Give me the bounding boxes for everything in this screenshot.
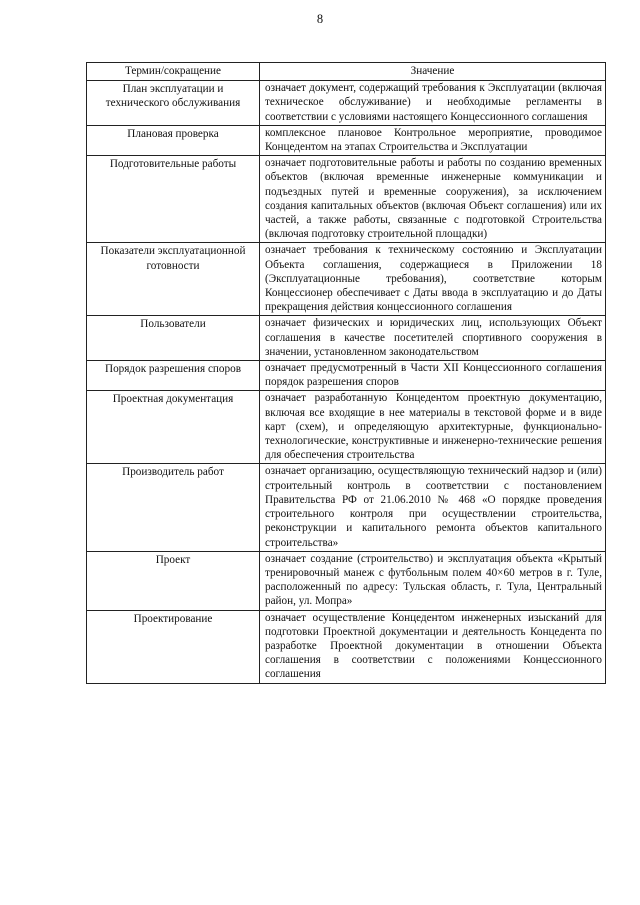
definition-cell: означает документ, содержащий требования к Эксплуатации (включая техническое обслуживание) и необходимые регламенты в соответствии с условиями настоящего Концессионного соглашения — [260, 81, 606, 126]
table-row — [87, 391, 606, 464]
term-cell: Плановая проверка — [87, 125, 260, 155]
page-number: 8 — [316, 12, 324, 26]
term-cell: Пользователи — [87, 316, 260, 361]
table-row — [87, 464, 606, 551]
table-row — [87, 361, 606, 391]
table-row — [87, 156, 606, 243]
term-cell: Подготовительные работы — [87, 156, 260, 243]
definition-cell: означает создание (строительство) и эксплуатация объекта «Крытый тренировочный манеж с футбольным полем 40×60 метров в г. Туле, расположенный по адресу: Тульская область, г. Тула, Центральный район, ул. Мопра» — [260, 551, 606, 610]
term-cell: Проект — [87, 551, 260, 610]
table-row — [87, 81, 606, 126]
term-cell: Производитель работ — [87, 464, 260, 551]
definition-cell: означает организацию, осуществляющую технический надзор и (или) строительный контроль в соответствии с постановлением Правительства РФ от 21.06.2010 № 468 «О порядке проведения строительного контроля при осуществлении строительства, реконструкции и капитального ремонта объектов капитального строительства» — [260, 464, 606, 551]
table-row — [87, 316, 606, 361]
terms-table — [86, 62, 606, 684]
table-row — [87, 243, 606, 316]
definition-cell: означает предусмотренный в Части XII Концессионного соглашения порядок разрешения споров — [260, 361, 606, 391]
term-cell: Проектирование — [87, 610, 260, 683]
definition-cell: означает физических и юридических лиц, использующих Объект соглашения в качестве посетителей спортивного сооружения в значении, установленном законодательством — [260, 316, 606, 361]
column-header-term: Термин/сокращение — [87, 63, 260, 81]
definition-cell: означает подготовительные работы и работы по созданию временных объектов (включая временные инженерные коммуникации и подъездных путей и временные сооружения), за исключением создания капитальных объектов (включая Объект соглашения) или их частей, а также работы, связанные с подготовкой Строительства (включая подготовку строительной площадки) — [260, 156, 606, 243]
table-row — [87, 551, 606, 610]
table-header-row — [87, 63, 606, 81]
definition-cell: означает требования к техническому состоянию и Эксплуатации Объекта соглашения, содержащиеся в Приложении 18 (Эксплуатационные требования), соответствие которым Концессионер обеспечивает с Даты ввода в эксплуатацию и до Даты прекращения действия концессионного соглашения — [260, 243, 606, 316]
definition-cell: означает осуществление Концедентом инженерных изысканий для подготовки Проектной документации и деятельность Концедента по разработке Проектной документации в отношении Объекта соглашения в соответствии с положениями Концессионного соглашения — [260, 610, 606, 683]
term-cell: Показатели эксплуатационной готовности — [87, 243, 260, 316]
term-cell: Порядок разрешения споров — [87, 361, 260, 391]
table-row — [87, 125, 606, 155]
term-cell: План эксплуатации и технического обслуживания — [87, 81, 260, 126]
term-cell: Проектная документация — [87, 391, 260, 464]
definition-cell: означает разработанную Концедентом проектную документацию, включая все входящие в нее материалы в текстовой форме и в виде карт (схем), и определяющую архитектурные, функционально-технологические, конструктивные и инженерно-технические решения для обеспечения строительства — [260, 391, 606, 464]
definition-cell: комплексное плановое Контрольное мероприятие, проводимое Концедентом на этапах Строительства и Эксплуатации — [260, 125, 606, 155]
table-row — [87, 610, 606, 683]
column-header-meaning: Значение — [260, 63, 606, 81]
